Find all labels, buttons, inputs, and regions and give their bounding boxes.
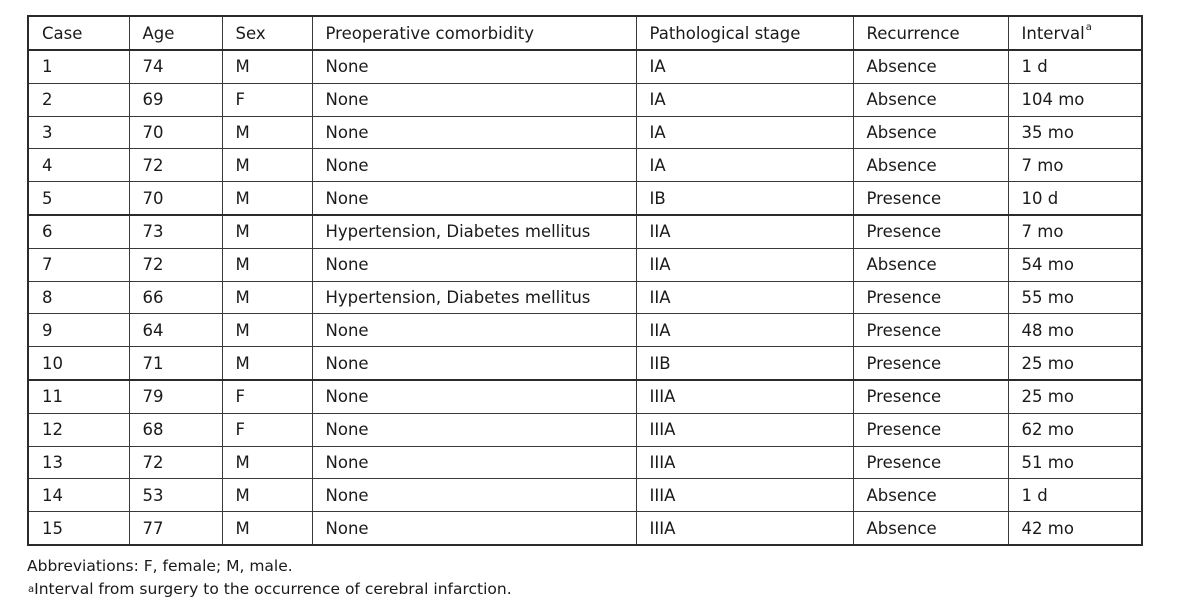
- column-header-age: [129, 16, 222, 50]
- cell-case: 3: [28, 116, 129, 149]
- cell-sex: M: [222, 149, 312, 182]
- cell-comorbidity: None: [312, 479, 636, 512]
- table-row: [28, 281, 1142, 314]
- table-row: [28, 380, 1142, 413]
- cell-case: 10: [28, 347, 129, 380]
- cell-sex: M: [222, 479, 312, 512]
- cell-age: 66: [129, 281, 222, 314]
- cell-interval: 7 mo: [1008, 215, 1142, 248]
- cell-age: 72: [129, 446, 222, 479]
- cell-interval: 1 d: [1008, 50, 1142, 83]
- cell-comorbidity: None: [312, 182, 636, 215]
- cell-recurrence: Absence: [853, 248, 1008, 281]
- cell-stage: IIA: [636, 215, 853, 248]
- abbreviations-note: Abbreviations: F, female; M, male.: [27, 557, 293, 575]
- column-header-label: Pathological stage: [649, 23, 801, 43]
- cell-comorbidity: None: [312, 512, 636, 545]
- cell-age: 64: [129, 314, 222, 347]
- cell-case: 6: [28, 215, 129, 248]
- column-header-sex: [222, 16, 312, 50]
- cell-recurrence: Presence: [853, 380, 1008, 413]
- cell-age: 68: [129, 413, 222, 446]
- table-header-row: [28, 16, 1142, 50]
- cell-interval: 10 d: [1008, 182, 1142, 215]
- interval-footnote: [27, 578, 512, 601]
- cell-interval: 55 mo: [1008, 281, 1142, 314]
- cell-stage: IIIA: [636, 380, 853, 413]
- cell-interval: 62 mo: [1008, 413, 1142, 446]
- cell-sex: M: [222, 281, 312, 314]
- cell-stage: IA: [636, 83, 853, 116]
- cell-sex: M: [222, 182, 312, 215]
- column-header-comorbidity: [312, 16, 636, 50]
- cell-interval: 7 mo: [1008, 149, 1142, 182]
- table-row: [28, 83, 1142, 116]
- cell-stage: IIIA: [636, 479, 853, 512]
- cell-interval: 42 mo: [1008, 512, 1142, 545]
- cell-sex: M: [222, 314, 312, 347]
- cell-sex: F: [222, 413, 312, 446]
- table-row: [28, 149, 1142, 182]
- cell-stage: IIIA: [636, 413, 853, 446]
- cell-case: 13: [28, 446, 129, 479]
- cell-comorbidity: Hypertension, Diabetes mellitus: [312, 215, 636, 248]
- cell-comorbidity: None: [312, 413, 636, 446]
- cell-recurrence: Presence: [853, 347, 1008, 380]
- column-header-label: Preoperative comorbidity: [325, 23, 535, 43]
- cell-stage: IA: [636, 50, 853, 83]
- footnote-text: Interval from surgery to the occurrence of cerebral infarction.: [34, 580, 512, 598]
- cell-case: 2: [28, 83, 129, 116]
- cell-sex: M: [222, 512, 312, 545]
- cell-sex: M: [222, 347, 312, 380]
- table-row: [28, 116, 1142, 149]
- column-header-case: [28, 16, 129, 50]
- cell-recurrence: Absence: [853, 50, 1008, 83]
- cell-comorbidity: None: [312, 116, 636, 149]
- column-header-label: Sex: [235, 23, 266, 43]
- cell-age: 79: [129, 380, 222, 413]
- cell-stage: IIIA: [636, 512, 853, 545]
- cell-age: 72: [129, 248, 222, 281]
- cell-comorbidity: None: [312, 83, 636, 116]
- table-header: [28, 16, 1142, 50]
- cell-age: 69: [129, 83, 222, 116]
- cell-stage: IIA: [636, 248, 853, 281]
- data-table-container: [27, 15, 1141, 546]
- cell-age: 77: [129, 512, 222, 545]
- cell-case: 4: [28, 149, 129, 182]
- cell-sex: M: [222, 215, 312, 248]
- cell-interval: 51 mo: [1008, 446, 1142, 479]
- cell-age: 70: [129, 116, 222, 149]
- cell-recurrence: Presence: [853, 446, 1008, 479]
- cell-recurrence: Absence: [853, 83, 1008, 116]
- table-row: [28, 479, 1142, 512]
- cell-age: 74: [129, 50, 222, 83]
- cell-sex: M: [222, 50, 312, 83]
- cell-recurrence: Absence: [853, 512, 1008, 545]
- cell-case: 14: [28, 479, 129, 512]
- cell-comorbidity: None: [312, 314, 636, 347]
- table-row: [28, 50, 1142, 83]
- column-header-stage: [636, 16, 853, 50]
- cell-case: 8: [28, 281, 129, 314]
- cell-recurrence: Absence: [853, 149, 1008, 182]
- column-header-footnote-marker: a: [1085, 21, 1092, 33]
- column-header-recurrence: [853, 16, 1008, 50]
- cell-stage: IIIA: [636, 446, 853, 479]
- cell-interval: 35 mo: [1008, 116, 1142, 149]
- cell-comorbidity: None: [312, 248, 636, 281]
- cell-comorbidity: None: [312, 149, 636, 182]
- table-row: [28, 446, 1142, 479]
- cell-interval: 25 mo: [1008, 347, 1142, 380]
- table-row: [28, 182, 1142, 215]
- cell-age: 71: [129, 347, 222, 380]
- cell-recurrence: Presence: [853, 281, 1008, 314]
- cell-age: 70: [129, 182, 222, 215]
- column-header-label: Recurrence: [866, 23, 960, 43]
- table-row: [28, 413, 1142, 446]
- cell-case: 12: [28, 413, 129, 446]
- table-row: [28, 314, 1142, 347]
- cell-case: 9: [28, 314, 129, 347]
- cell-stage: IIB: [636, 347, 853, 380]
- cell-stage: IIA: [636, 314, 853, 347]
- cell-sex: M: [222, 116, 312, 149]
- column-header-label: Case: [42, 23, 83, 43]
- footnote-marker: a: [28, 584, 35, 595]
- cell-recurrence: Absence: [853, 479, 1008, 512]
- cell-case: 1: [28, 50, 129, 83]
- table-footnotes: [27, 555, 512, 601]
- cell-interval: 48 mo: [1008, 314, 1142, 347]
- cell-comorbidity: None: [312, 347, 636, 380]
- cell-comorbidity: None: [312, 380, 636, 413]
- cell-recurrence: Presence: [853, 215, 1008, 248]
- column-header-label: Interval: [1021, 23, 1085, 43]
- cell-sex: F: [222, 83, 312, 116]
- cell-case: 7: [28, 248, 129, 281]
- cell-stage: IB: [636, 182, 853, 215]
- cell-interval: 104 mo: [1008, 83, 1142, 116]
- column-header-interval: [1008, 16, 1142, 50]
- table-row: [28, 347, 1142, 380]
- cell-case: 11: [28, 380, 129, 413]
- cell-stage: IIA: [636, 281, 853, 314]
- cell-recurrence: Presence: [853, 413, 1008, 446]
- table-body: [28, 50, 1142, 545]
- cell-sex: M: [222, 446, 312, 479]
- cell-recurrence: Presence: [853, 314, 1008, 347]
- cell-case: 15: [28, 512, 129, 545]
- cell-interval: 1 d: [1008, 479, 1142, 512]
- cell-comorbidity: None: [312, 446, 636, 479]
- cell-sex: M: [222, 248, 312, 281]
- column-header-label: Age: [142, 23, 175, 43]
- cell-stage: IA: [636, 116, 853, 149]
- cell-recurrence: Absence: [853, 116, 1008, 149]
- cell-interval: 54 mo: [1008, 248, 1142, 281]
- table-row: [28, 248, 1142, 281]
- cell-age: 53: [129, 479, 222, 512]
- cell-age: 72: [129, 149, 222, 182]
- cell-comorbidity: Hypertension, Diabetes mellitus: [312, 281, 636, 314]
- cell-recurrence: Presence: [853, 182, 1008, 215]
- cell-sex: F: [222, 380, 312, 413]
- table-row: [28, 512, 1142, 545]
- cell-case: 5: [28, 182, 129, 215]
- cell-comorbidity: None: [312, 50, 636, 83]
- cell-stage: IA: [636, 149, 853, 182]
- table-row: [28, 215, 1142, 248]
- data-table: [27, 15, 1143, 546]
- cell-interval: 25 mo: [1008, 380, 1142, 413]
- cell-age: 73: [129, 215, 222, 248]
